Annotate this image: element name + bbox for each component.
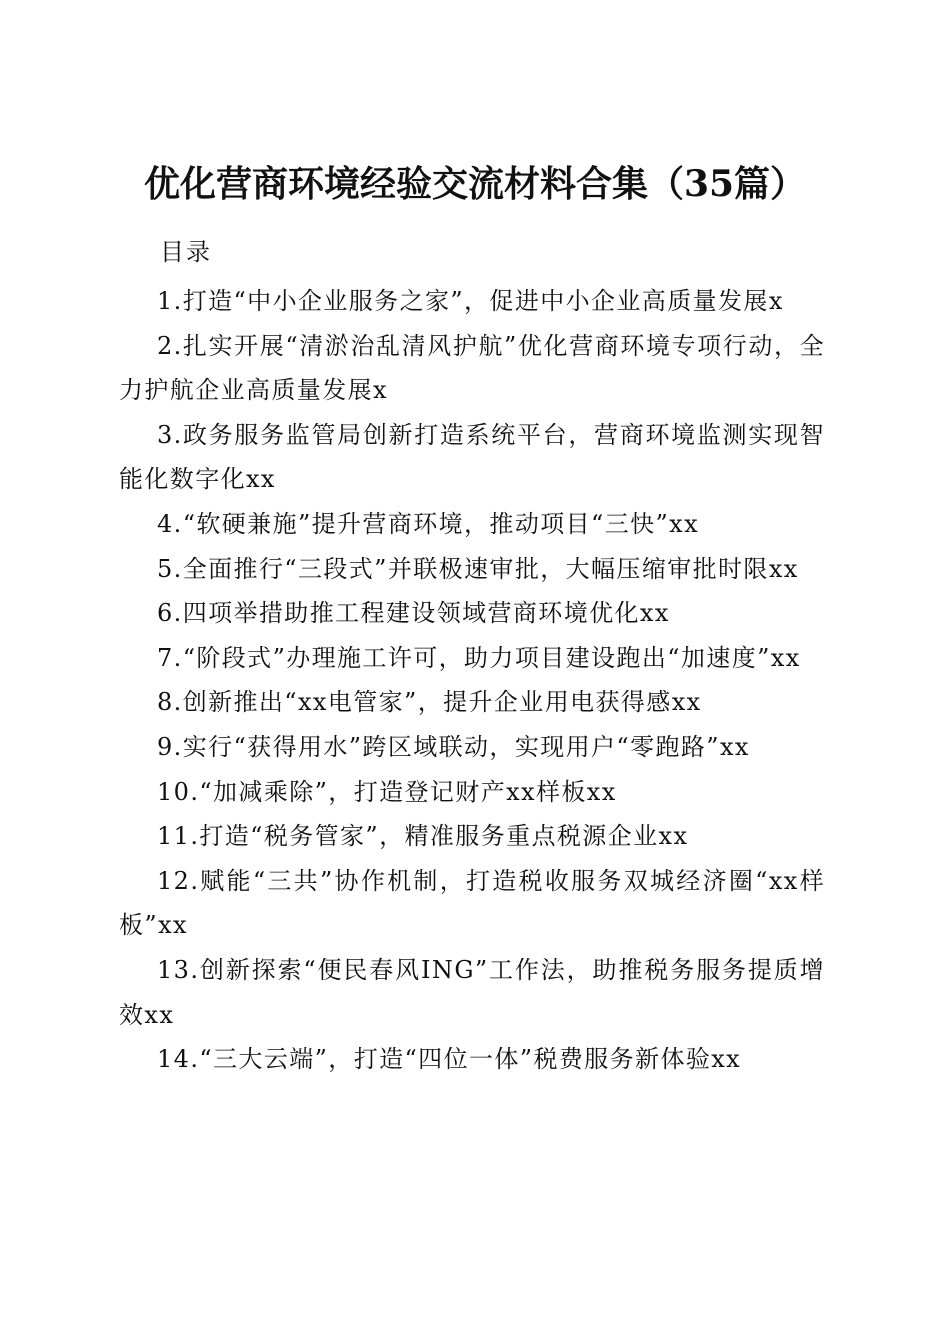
table-of-contents bbox=[119, 279, 825, 1082]
toc-heading: 目录 bbox=[160, 238, 212, 266]
toc-item: 12.赋能“三共”协作机制，打造税收服务双城经济圈“xx样板”xx bbox=[119, 866, 825, 940]
toc-item: 8.创新推出“xx电管家”，提升企业用电获得感xx bbox=[157, 688, 702, 717]
toc-item: 5.全面推行“三段式”并联极速审批，大幅压缩审批时限xx bbox=[157, 554, 799, 583]
toc-item: 13.创新探索“便民春风ING”工作法，助推税务服务提质增效xx bbox=[119, 955, 825, 1029]
toc-item: 11.打造“税务管家”，精准服务重点税源企业xx bbox=[157, 822, 689, 851]
toc-item: 2.扎实开展“清淤治乱清风护航”优化营商环境专项行动，全力护航企业高质量发展x bbox=[119, 331, 825, 405]
toc-item: 4.“软硬兼施”提升营商环境，推动项目“三快”xx bbox=[157, 509, 700, 538]
toc-item: 14.“三大云端”，打造“四位一体”税费服务新体验xx bbox=[157, 1045, 742, 1074]
toc-item: 7.“阶段式”办理施工许可，助力项目建设跑出“加速度”xx bbox=[157, 643, 801, 672]
toc-item: 6.四项举措助推工程建设领域营商环境优化xx bbox=[157, 599, 670, 628]
toc-item: 1.打造“中小企业服务之家”，促进中小企业高质量发展x bbox=[157, 287, 784, 315]
toc-item: 9.实行“获得用水”跨区域联动，实现用户“零跑路”xx bbox=[157, 732, 750, 761]
toc-item: 3.政务服务监管局创新打造系统平台，营商环境监测实现智能化数字化xx bbox=[119, 420, 825, 494]
document-title: 优化营商环境经验交流材料合集（35篇） bbox=[143, 163, 807, 206]
toc-item: 10.“加减乘除”，打造登记财产xx样板xx bbox=[157, 777, 617, 806]
